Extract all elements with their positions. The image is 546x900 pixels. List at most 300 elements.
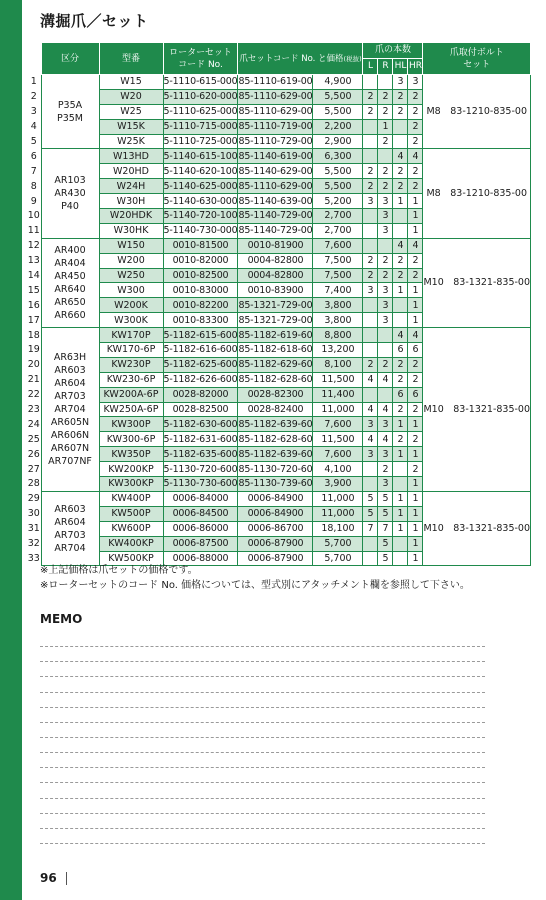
count-HR-cell: 1 (408, 477, 423, 492)
header-claw-count: 爪の本数 (363, 43, 423, 59)
note-2: ※ローターセットのコード No. 価格については、型式別にアタッチメント欄を参照して下さい。 (40, 580, 470, 591)
count-L-cell (363, 328, 378, 343)
count-HL-cell: 2 (393, 164, 408, 179)
count-HR-cell: 2 (408, 432, 423, 447)
claw-code-cell: 85-1110-729-00 (238, 136, 313, 147)
count-HR-cell: 2 (408, 253, 423, 268)
count-HR-cell: 1 (408, 298, 423, 313)
model-cell: W300K (99, 313, 163, 328)
count-R-cell (378, 149, 393, 164)
row-number: 28 (27, 478, 40, 490)
rotor-code-cell: 5-1182-631-600 (163, 433, 238, 445)
model-cell: W24H (99, 179, 163, 194)
claw-code-cell: 0004-82800 (238, 253, 313, 268)
count-HL-cell: 1 (393, 506, 408, 521)
model-cell: KW170-6P (99, 343, 163, 358)
count-HL-cell (393, 477, 408, 492)
header-claw-L: L (363, 59, 378, 75)
count-R-cell: 4 (378, 402, 393, 417)
count-HR-cell: 4 (408, 328, 423, 343)
rotor-code-cell: 0010-82000 (163, 253, 238, 268)
model-cell: KW500P (99, 506, 163, 521)
row-number: 6 (30, 150, 37, 162)
count-R-cell: 5 (378, 536, 393, 551)
claw-code-cell: 85-1182-639-60 (238, 418, 313, 430)
price-cell: 2,900 (313, 134, 363, 149)
rownum-header (27, 43, 41, 75)
notes (40, 563, 470, 593)
count-HR-cell: 2 (408, 462, 423, 477)
claw-code-cell: 85-1130-720-60 (238, 463, 313, 475)
claw-code-cell: 85-1130-739-60 (238, 478, 313, 490)
price-cell: 3,800 (313, 298, 363, 313)
model-cell: W300 (99, 283, 163, 298)
price-cell: 7,600 (313, 447, 363, 462)
model-cell: W25K (99, 134, 163, 149)
count-R-cell: 1 (378, 119, 393, 134)
memo-line (40, 677, 485, 692)
claw-set-table (27, 42, 531, 566)
row-number: 31 (27, 523, 40, 535)
model-cell: KW200KP (99, 462, 163, 477)
rotor-code-cell: 5-1140-720-100 (163, 210, 238, 222)
rotor-code-cell: 0006-84000 (163, 491, 238, 506)
count-R-cell: 3 (378, 209, 393, 224)
group-model-name: P35M (56, 112, 83, 124)
rotor-code-cell: 0010-82500 (163, 268, 238, 283)
price-cell: 2,700 (313, 223, 363, 238)
model-cell: W200K (99, 298, 163, 313)
count-L-cell (363, 119, 378, 134)
group-models (41, 491, 99, 565)
rotor-code-cell: 0006-88000 (163, 551, 238, 566)
claw-code-cell: 85-1140-619-00 (238, 150, 313, 162)
price-cell: 11,000 (313, 491, 363, 506)
rotor-code-cell: 5-1182-625-600 (163, 359, 238, 371)
claw-code-cell: 85-1182-629-60 (238, 359, 313, 371)
count-HR-cell: 2 (408, 134, 423, 149)
memo-line (40, 768, 485, 783)
claw-code-cell: 0006-84900 (238, 506, 313, 521)
group-model-name: AR640 (54, 283, 86, 295)
model-cell: KW400P (99, 491, 163, 506)
count-L-cell: 3 (363, 447, 378, 462)
count-R-cell: 3 (378, 298, 393, 313)
count-HL-cell: 6 (393, 343, 408, 358)
count-HR-cell: 2 (408, 104, 423, 119)
count-HL-cell: 1 (393, 194, 408, 209)
count-L-cell (363, 134, 378, 149)
count-R-cell: 4 (378, 432, 393, 447)
table-row (27, 491, 531, 506)
table-body (27, 75, 531, 566)
price-cell: 4,900 (313, 75, 363, 90)
memo-line (40, 829, 485, 844)
header-kubun: 区分 (41, 43, 99, 75)
count-HL-cell: 2 (393, 372, 408, 387)
count-L-cell: 3 (363, 417, 378, 432)
bolt-set-cell: M8 83-1210-835-00 (423, 149, 531, 238)
count-L-cell: 4 (363, 372, 378, 387)
row-number: 3 (30, 106, 37, 118)
price-cell: 4,100 (313, 462, 363, 477)
group-model-name: AR450 (54, 270, 86, 282)
rotor-code-cell: 5-1110-715-000 (163, 121, 238, 133)
table-row (27, 238, 531, 253)
row-number: 22 (27, 389, 40, 401)
count-L-cell: 4 (363, 402, 378, 417)
count-HL-cell (393, 119, 408, 134)
claw-code-cell: 0010-83900 (238, 283, 313, 298)
claw-code-cell: 0028-82400 (238, 402, 313, 417)
group-model-name: AR650 (54, 296, 86, 308)
count-L-cell: 3 (363, 194, 378, 209)
rotor-code-cell: 0010-83000 (163, 283, 238, 298)
model-cell: W20 (99, 89, 163, 104)
bolt-set-cell: M8 83-1210-835-00 (423, 75, 531, 149)
count-HL-cell: 1 (393, 417, 408, 432)
count-L-cell: 5 (363, 491, 378, 506)
header-model: 型番 (99, 43, 163, 75)
model-cell: W150 (99, 238, 163, 253)
rotor-code-cell: 0006-86000 (163, 521, 238, 536)
row-number: 14 (27, 270, 40, 282)
memo-line (40, 783, 485, 798)
count-L-cell: 2 (363, 104, 378, 119)
count-HR-cell: 1 (408, 223, 423, 238)
price-cell: 5,700 (313, 551, 363, 566)
group-model-name: AR704 (54, 404, 86, 416)
claw-code-cell: 0010-81900 (238, 238, 313, 253)
row-number: 5 (30, 136, 37, 147)
claw-code-cell: 85-1321-729-00 (238, 314, 313, 326)
claw-code-cell: 85-1140-729-00 (238, 210, 313, 222)
count-R-cell (378, 238, 393, 253)
model-cell: W20HDK (99, 209, 163, 224)
bolt-set-cell: M10 83-1321-835-00 (423, 491, 531, 565)
rotor-code-cell: 0006-84500 (163, 506, 238, 521)
claw-code-cell: 0006-84900 (238, 491, 313, 506)
count-HR-cell: 4 (408, 149, 423, 164)
price-cell: 5,700 (313, 536, 363, 551)
group-model-name: P35A (57, 99, 83, 111)
model-cell: KW500KP (99, 551, 163, 566)
count-L-cell (363, 75, 378, 90)
memo-line (40, 647, 485, 662)
claw-code-cell: 85-1182-628-60 (238, 433, 313, 445)
rotor-code-cell: 5-1182-615-600 (163, 329, 238, 341)
model-cell: W250 (99, 268, 163, 283)
header-rotor-code-line2: コード No. (178, 59, 223, 70)
count-R-cell: 2 (378, 462, 393, 477)
rotor-code-cell: 5-1110-615-000 (163, 76, 238, 88)
group-model-name: AR604 (54, 378, 86, 390)
row-number: 32 (27, 538, 40, 550)
group-model-name: AR404 (54, 257, 86, 269)
count-HL-cell: 1 (393, 283, 408, 298)
count-L-cell: 2 (363, 179, 378, 194)
price-cell: 13,200 (313, 343, 363, 358)
row-number: 30 (27, 508, 40, 520)
group-model-name: P40 (61, 201, 79, 213)
price-cell: 11,500 (313, 372, 363, 387)
group-model-name: AR400 (54, 244, 86, 256)
header-rotor-code (163, 43, 238, 75)
rotor-code-cell: 5-1140-620-100 (163, 165, 238, 177)
count-L-cell: 2 (363, 164, 378, 179)
row-number: 25 (27, 433, 40, 445)
count-R-cell: 2 (378, 134, 393, 149)
header-claw-HR: HR (408, 59, 423, 75)
count-HL-cell: 2 (393, 89, 408, 104)
count-HL-cell (393, 536, 408, 551)
count-L-cell: 2 (363, 357, 378, 372)
model-cell: KW170P (99, 328, 163, 343)
count-L-cell: 2 (363, 253, 378, 268)
price-cell: 7,500 (313, 253, 363, 268)
count-R-cell: 3 (378, 417, 393, 432)
price-cell: 3,800 (313, 313, 363, 328)
count-HL-cell: 6 (393, 387, 408, 402)
count-HR-cell: 1 (408, 283, 423, 298)
model-cell: KW250A-6P (99, 402, 163, 417)
model-cell: KW230-6P (99, 372, 163, 387)
bolt-set-cell: M10 83-1321-835-00 (423, 328, 531, 492)
rotor-code-cell: 0010-82200 (163, 298, 238, 313)
count-HR-cell: 1 (408, 417, 423, 432)
row-number: 19 (27, 344, 40, 356)
count-R-cell: 4 (378, 372, 393, 387)
rotor-code-cell: 0006-87500 (163, 536, 238, 551)
count-HL-cell: 4 (393, 328, 408, 343)
model-cell: KW300-6P (99, 432, 163, 447)
count-HR-cell: 2 (408, 179, 423, 194)
price-cell: 8,100 (313, 357, 363, 372)
count-R-cell: 2 (378, 357, 393, 372)
row-number: 20 (27, 359, 40, 371)
count-R-cell: 2 (378, 164, 393, 179)
page-number: 96 (40, 871, 57, 885)
price-cell: 5,500 (313, 179, 363, 194)
count-L-cell (363, 462, 378, 477)
page-number-divider (66, 872, 67, 885)
row-number: 9 (30, 195, 37, 207)
row-number: 17 (27, 314, 40, 326)
rotor-code-cell: 5-1182-635-600 (163, 448, 238, 460)
count-L-cell: 4 (363, 432, 378, 447)
group-models (41, 149, 99, 238)
header-rotor-code-line1: ローターセット (169, 47, 232, 58)
group-models (41, 75, 99, 149)
count-HR-cell: 2 (408, 89, 423, 104)
row-number: 15 (27, 284, 40, 296)
count-HL-cell (393, 223, 408, 238)
rotor-code-cell: 0010-83300 (163, 313, 238, 328)
claw-code-cell: 85-1110-629-00 (238, 91, 313, 103)
count-R-cell: 2 (378, 268, 393, 283)
count-HL-cell (393, 462, 408, 477)
price-cell: 11,000 (313, 506, 363, 521)
count-R-cell: 5 (378, 551, 393, 566)
model-cell: W25 (99, 104, 163, 119)
row-number: 18 (27, 329, 40, 341)
count-R-cell: 3 (378, 283, 393, 298)
count-L-cell (363, 387, 378, 402)
table-row (27, 328, 531, 343)
count-HR-cell: 4 (408, 238, 423, 253)
table-row (27, 75, 531, 90)
price-cell: 7,500 (313, 268, 363, 283)
count-HL-cell: 2 (393, 268, 408, 283)
count-HL-cell: 3 (393, 75, 408, 90)
header-claw-code (238, 43, 363, 75)
count-HR-cell: 1 (408, 313, 423, 328)
count-HL-cell: 1 (393, 447, 408, 462)
count-HL-cell (393, 298, 408, 313)
count-L-cell: 5 (363, 506, 378, 521)
count-HL-cell: 2 (393, 253, 408, 268)
claw-code-cell: 85-1182-628-60 (238, 374, 313, 386)
rotor-code-cell: 5-1182-626-600 (163, 374, 238, 386)
count-L-cell (363, 536, 378, 551)
claw-code-cell: 85-1110-629-00 (238, 180, 313, 192)
row-number: 21 (27, 374, 40, 386)
count-R-cell: 7 (378, 521, 393, 536)
claw-code-cell: 0028-82300 (238, 387, 313, 402)
count-L-cell: 3 (363, 283, 378, 298)
count-HR-cell: 1 (408, 506, 423, 521)
memo-lines (40, 632, 485, 844)
group-models (41, 238, 99, 327)
rotor-code-cell: 5-1130-730-600 (163, 478, 238, 490)
page-title: 溝掘爪／セット (40, 12, 149, 30)
row-number: 11 (27, 225, 40, 237)
header-bolt-line2: セット (463, 59, 491, 70)
group-model-name: AR63H (53, 352, 87, 364)
header-claw-HL: HL (393, 59, 408, 75)
rotor-code-cell: 5-1140-730-000 (163, 225, 238, 237)
count-R-cell: 2 (378, 253, 393, 268)
count-HL-cell: 2 (393, 104, 408, 119)
count-HR-cell: 3 (408, 75, 423, 90)
row-number: 2 (30, 91, 37, 103)
count-HL-cell (393, 209, 408, 224)
group-model-name: AR703 (54, 391, 86, 403)
price-cell: 5,500 (313, 164, 363, 179)
model-cell: W15K (99, 119, 163, 134)
memo-line (40, 662, 485, 677)
count-HL-cell (393, 134, 408, 149)
count-L-cell (363, 209, 378, 224)
row-number: 24 (27, 418, 40, 430)
model-cell: KW200A-6P (99, 387, 163, 402)
count-HL-cell: 4 (393, 149, 408, 164)
price-cell: 5,500 (313, 104, 363, 119)
count-R-cell (378, 343, 393, 358)
count-HR-cell: 2 (408, 357, 423, 372)
claw-code-cell: 85-1182-619-60 (238, 329, 313, 341)
rotor-code-cell: 0010-81500 (163, 238, 238, 253)
group-model-name: AR607N (50, 443, 90, 455)
rotor-code-cell: 5-1140-615-100 (163, 150, 238, 162)
row-number: 13 (27, 255, 40, 267)
claw-code-cell: 85-1182-618-60 (238, 344, 313, 356)
claw-code-cell: 0006-86700 (238, 521, 313, 536)
count-R-cell: 3 (378, 194, 393, 209)
model-cell: W30HK (99, 223, 163, 238)
claw-code-cell: 85-1140-629-00 (238, 165, 313, 177)
count-L-cell (363, 343, 378, 358)
price-cell: 7,600 (313, 238, 363, 253)
count-HR-cell: 2 (408, 119, 423, 134)
model-cell: KW400KP (99, 536, 163, 551)
count-HR-cell: 1 (408, 209, 423, 224)
model-cell: W30H (99, 194, 163, 209)
group-model-name: AR430 (54, 188, 86, 200)
group-model-name: AR606N (50, 430, 90, 442)
count-L-cell (363, 313, 378, 328)
row-number: 33 (27, 552, 40, 564)
memo-line (40, 814, 485, 829)
row-number: 12 (27, 240, 40, 252)
count-HL-cell: 4 (393, 238, 408, 253)
claw-code-cell: 85-1110-719-00 (238, 121, 313, 133)
count-R-cell: 3 (378, 313, 393, 328)
row-number: 23 (27, 404, 40, 416)
price-cell: 6,300 (313, 149, 363, 164)
row-number: 7 (30, 165, 37, 177)
count-HL-cell: 2 (393, 357, 408, 372)
rotor-code-cell: 0028-82500 (163, 402, 238, 417)
count-L-cell: 2 (363, 89, 378, 104)
count-HR-cell: 1 (408, 194, 423, 209)
claw-code-cell: 85-1140-729-00 (238, 225, 313, 237)
model-cell: KW350P (99, 447, 163, 462)
count-L-cell: 2 (363, 268, 378, 283)
count-L-cell (363, 238, 378, 253)
price-cell: 5,500 (313, 89, 363, 104)
count-HR-cell: 1 (408, 521, 423, 536)
claw-code-cell: 0006-87900 (238, 536, 313, 551)
header-bolt-line1: 爪取付ボルト (449, 47, 504, 58)
model-cell: KW600P (99, 521, 163, 536)
header-bolt (423, 43, 531, 75)
price-cell: 3,900 (313, 477, 363, 492)
model-cell: W20HD (99, 164, 163, 179)
price-cell: 8,800 (313, 328, 363, 343)
group-model-name: AR604 (54, 516, 86, 528)
side-color-bar (0, 0, 22, 900)
price-cell: 11,500 (313, 432, 363, 447)
rotor-code-cell: 5-1110-725-000 (163, 136, 238, 147)
count-R-cell: 2 (378, 104, 393, 119)
group-model-name: AR703 (54, 529, 86, 541)
price-cell: 7,400 (313, 283, 363, 298)
memo-line (40, 738, 485, 753)
model-cell: W15 (99, 75, 163, 90)
count-R-cell: 3 (378, 223, 393, 238)
count-HR-cell: 1 (408, 447, 423, 462)
count-HR-cell: 1 (408, 491, 423, 506)
claw-code-cell: 85-1182-639-60 (238, 448, 313, 460)
model-cell: W13HD (99, 149, 163, 164)
row-number: 10 (27, 210, 40, 222)
table-row (27, 149, 531, 164)
group-models (41, 328, 99, 492)
count-L-cell (363, 477, 378, 492)
memo-line (40, 799, 485, 814)
count-R-cell (378, 387, 393, 402)
